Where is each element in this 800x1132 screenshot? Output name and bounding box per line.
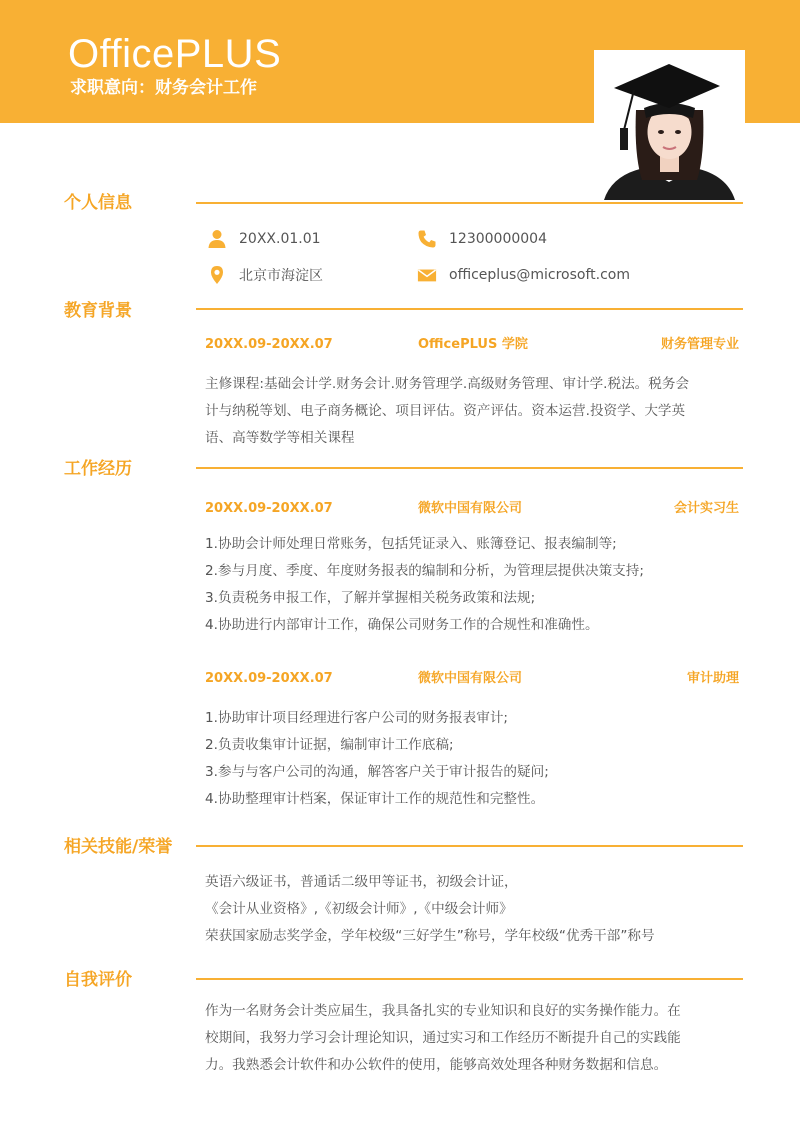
text-line: 4.协助整理审计档案，保证审计工作的规范性和完整性。: [205, 791, 545, 807]
section-divider: [196, 978, 743, 980]
section-divider: [196, 467, 743, 469]
text-line: 校期间，我努力学习会计理论知识，通过实习和工作经历不断提升自己的实践能: [205, 1030, 681, 1046]
info-phone: [417, 229, 547, 249]
birthday-text: 20XX.01.01: [239, 231, 321, 247]
self-evaluation-text: [205, 998, 745, 1079]
work-company: 微软中国有限公司: [418, 671, 523, 686]
work-row-2: [205, 669, 739, 689]
section-title-work: 工作经历: [64, 459, 132, 479]
location-pin-icon: [207, 265, 227, 285]
section-divider: [196, 308, 743, 310]
person-icon: [207, 229, 227, 249]
mail-icon: [417, 265, 437, 285]
work-company: 微软中国有限公司: [418, 501, 523, 516]
education-major: 财务管理专业: [660, 337, 739, 352]
work-role: 审计助理: [686, 671, 739, 686]
work-duties-2: [205, 705, 745, 813]
work-duties-1: [205, 531, 745, 639]
text-line: 《会计从业资格》,《初级会计师》,《中级会计师》: [205, 901, 513, 917]
candidate-name: OfficePLUS: [68, 32, 282, 76]
education-row: [205, 335, 739, 355]
text-line: 2.参与月度、季度、年度财务报表的编制和分析，为管理层提供决策支持;: [205, 563, 644, 579]
text-line: 3.参与与客户公司的沟通，解答客户关于审计报告的疑问;: [205, 764, 549, 780]
profile-photo: [594, 50, 745, 200]
work-row-1: [205, 499, 739, 519]
text-line: 3.负责税务申报工作，了解并掌握相关税务政策和法规;: [205, 590, 536, 606]
section-divider: [196, 202, 743, 204]
section-title-skills: 相关技能/荣誉: [64, 837, 173, 857]
info-location: [207, 265, 323, 285]
work-date: 20XX.09-20XX.07: [205, 671, 333, 686]
section-title-self: 自我评价: [64, 970, 132, 990]
text-line: 计与纳税等划、电子商务概论、项目评估。资产评估。资本运营.投资学、大学英: [205, 403, 686, 419]
location-text: 北京市海淀区: [239, 268, 323, 284]
text-line: 语、高等数学等相关课程: [205, 430, 355, 446]
text-line: 力。我熟悉会计软件和办公软件的使用，能够高效处理各种财务数据和信息。: [205, 1057, 668, 1073]
section-title-personal: 个人信息: [64, 193, 132, 213]
education-school: OfficePLUS 学院: [418, 337, 528, 352]
text-line: 2.负责收集审计证据，编制审计工作底稿;: [205, 737, 454, 753]
phone-text: 12300000004: [449, 231, 547, 247]
text-line: 主修课程:基础会计学.财务会计.财务管理学.高级财务管理、审计学.税法。税务会: [205, 376, 690, 392]
work-role: 会计实习生: [673, 501, 739, 516]
text-line: 荣获国家励志奖学金，学年校级“三好学生”称号，学年校级“优秀干部”称号: [205, 928, 655, 944]
email-text: officeplus@microsoft.com: [449, 267, 630, 283]
education-courses: [205, 371, 745, 452]
section-title-education: 教育背景: [64, 301, 132, 321]
info-email: [417, 265, 630, 285]
text-line: 4.协助进行内部审计工作，确保公司财务工作的合规性和准确性。: [205, 617, 599, 633]
text-line: 1.协助会计师处理日常账务，包括凭证录入、账簿登记、报表编制等;: [205, 536, 617, 552]
job-intent: 求职意向：财务会计工作: [70, 78, 257, 98]
info-birthday: [207, 229, 321, 249]
text-line: 英语六级证书，普通话二级甲等证书，初级会计证，: [205, 874, 518, 890]
text-line: 作为一名财务会计类应届生，我具备扎实的专业知识和良好的实务操作能力。在: [205, 1003, 681, 1019]
work-date: 20XX.09-20XX.07: [205, 501, 333, 516]
text-line: 1.协助审计项目经理进行客户公司的财务报表审计;: [205, 710, 509, 726]
section-divider: [196, 845, 743, 847]
skills-text: [205, 869, 745, 950]
education-date: 20XX.09-20XX.07: [205, 337, 333, 352]
phone-icon: [417, 229, 437, 249]
